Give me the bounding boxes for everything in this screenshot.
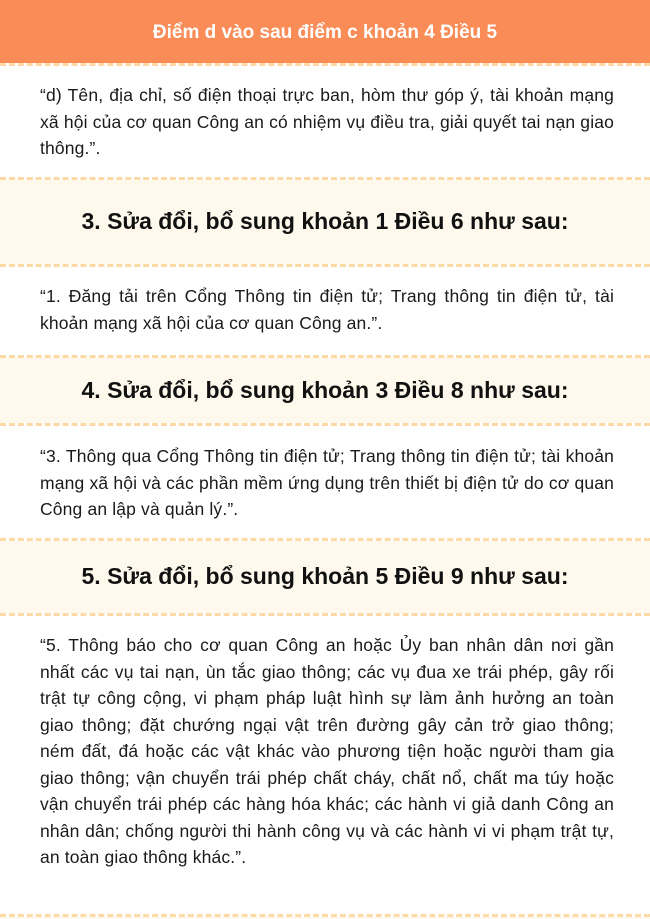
section-banner: [0, 0, 650, 65]
quote-text: “3. Thông qua Cổng Thông tin điện tử; Trang thông tin điện tử; tài khoản mạng xã hội và các phần mềm ứng dụng trên thiết bị điện tử do cơ quan Công an lập và quản lý.”.: [40, 446, 614, 519]
quote-box-3: [0, 423, 650, 541]
quote-text: “1. Đăng tải trên Cổng Thông tin điện tử; Trang thông tin điện tử, tài khoản mạng xã hội của cơ quan Công an.”.: [40, 286, 614, 333]
quote-text: “d) Tên, địa chỉ, số điện thoại trực ban, hòm thư góp ý, tài khoản mạng xã hội của cơ quan Công an có nhiệm vụ điều tra, giải quyết tai nạn giao thông.”.: [40, 85, 614, 158]
section-heading-5: 5. Sửa đổi, bổ sung khoản 5 Điều 9 như sau:: [81, 563, 569, 589]
quote-box-1: [0, 63, 650, 180]
section-heading-3: 3. Sửa đổi, bổ sung khoản 1 Điều 6 như sau:: [81, 208, 569, 234]
quote-box-2: [0, 264, 650, 358]
section-heading-4: 4. Sửa đổi, bổ sung khoản 3 Điều 8 như sau:: [81, 377, 569, 403]
quote-text: “5. Thông báo cho cơ quan Công an hoặc Ủy ban nhân dân nơi gần nhất các vụ tai nạn, ùn tắc giao thông; các vụ đua xe trái phép, gây rối trật tự công cộng, vi phạm pháp luật hình sự làm ảnh hưởng an toàn giao thông; đặt chướng ngại vật trên đường gây cản trở giao thông; ném đất, đá hoặc các vật khác vào phương tiện hoặc người tham gia giao thông; vận chuyển trái phép chất cháy, chất nổ, chất ma túy hoặc vận chuyển trái phép các hàng hóa khác; các hành vi giả danh Công an nhân dân; chống người thi hành công vụ và các hành vi vi phạm trật tự, an toàn giao thông khác.”.: [40, 635, 614, 867]
quote-box-4: [0, 613, 650, 917]
banner-title: Điểm d vào sau điểm c khoản 4 Điều 5: [152, 21, 498, 43]
